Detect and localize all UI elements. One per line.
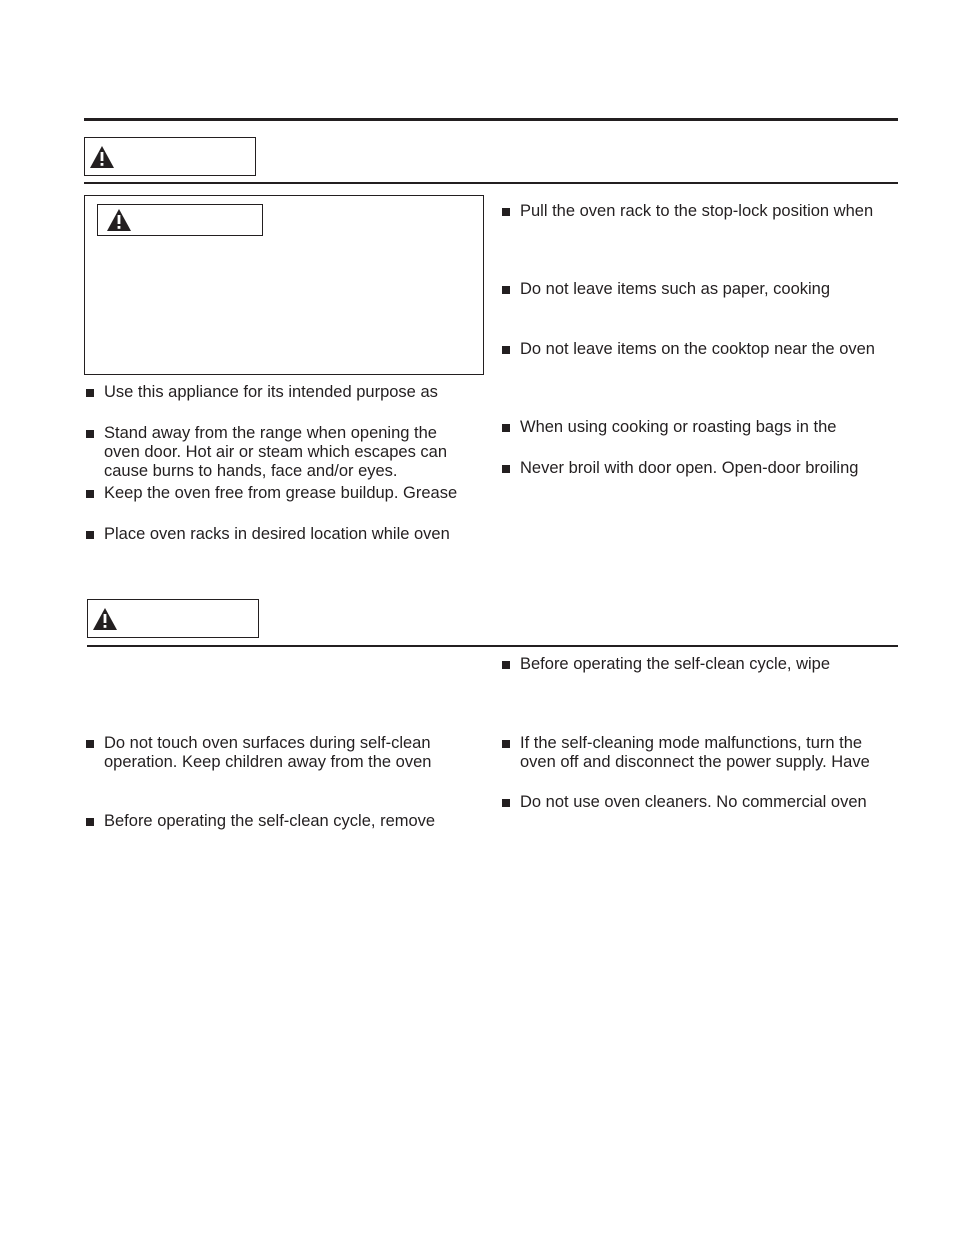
bullet-icon xyxy=(502,208,510,216)
list-item: If the self-cleaning mode malfunctions, turn the oven off and disconnect the power supply. Have xyxy=(502,734,870,772)
bullet-icon xyxy=(502,346,510,354)
top-rule xyxy=(84,118,898,121)
bullet-icon xyxy=(86,490,94,498)
bullet-icon xyxy=(86,740,94,748)
selfclean-warning-header xyxy=(87,599,259,638)
warning-triangle-icon xyxy=(89,145,115,169)
bullet-icon xyxy=(502,661,510,669)
bullet-icon xyxy=(502,799,510,807)
list-item: Never broil with door open. Open-door broiling xyxy=(502,459,858,478)
list-item: Before operating the self-clean cycle, remove xyxy=(86,812,435,831)
oven-section-rule xyxy=(84,182,898,184)
list-item: When using cooking or roasting bags in the xyxy=(502,418,836,437)
list-item: Do not touch oven surfaces during self-clean operation. Keep children away from the oven xyxy=(86,734,431,772)
bullet-icon xyxy=(86,430,94,438)
bullet-icon xyxy=(502,740,510,748)
list-item: Place oven racks in desired location while oven xyxy=(86,525,450,544)
warning-triangle-icon xyxy=(92,607,118,631)
list-item: Use this appliance for its intended purpose as xyxy=(86,383,438,402)
bullet-icon xyxy=(86,531,94,539)
selfclean-section-rule xyxy=(87,645,898,647)
bullet-icon xyxy=(86,389,94,397)
list-item: Do not use oven cleaners. No commercial oven xyxy=(502,793,867,812)
bullet-icon xyxy=(502,424,510,432)
list-item: Pull the oven rack to the stop-lock position when xyxy=(502,202,873,221)
bullet-icon xyxy=(502,286,510,294)
oven-warning-header xyxy=(84,137,256,176)
frame-warning-label xyxy=(97,204,263,236)
list-item: Stand away from the range when opening the oven door. Hot air or steam which escapes can cause burns to hands, face and/or eyes. xyxy=(86,424,447,481)
list-item: Do not leave items on the cooktop near the oven xyxy=(502,340,875,359)
list-item: Keep the oven free from grease buildup. Grease xyxy=(86,484,457,503)
warning-triangle-icon xyxy=(106,208,132,232)
list-item: Do not leave items such as paper, cooking xyxy=(502,280,830,299)
bullet-icon xyxy=(86,818,94,826)
bullet-icon xyxy=(502,465,510,473)
list-item: Before operating the self-clean cycle, wipe xyxy=(502,655,830,674)
